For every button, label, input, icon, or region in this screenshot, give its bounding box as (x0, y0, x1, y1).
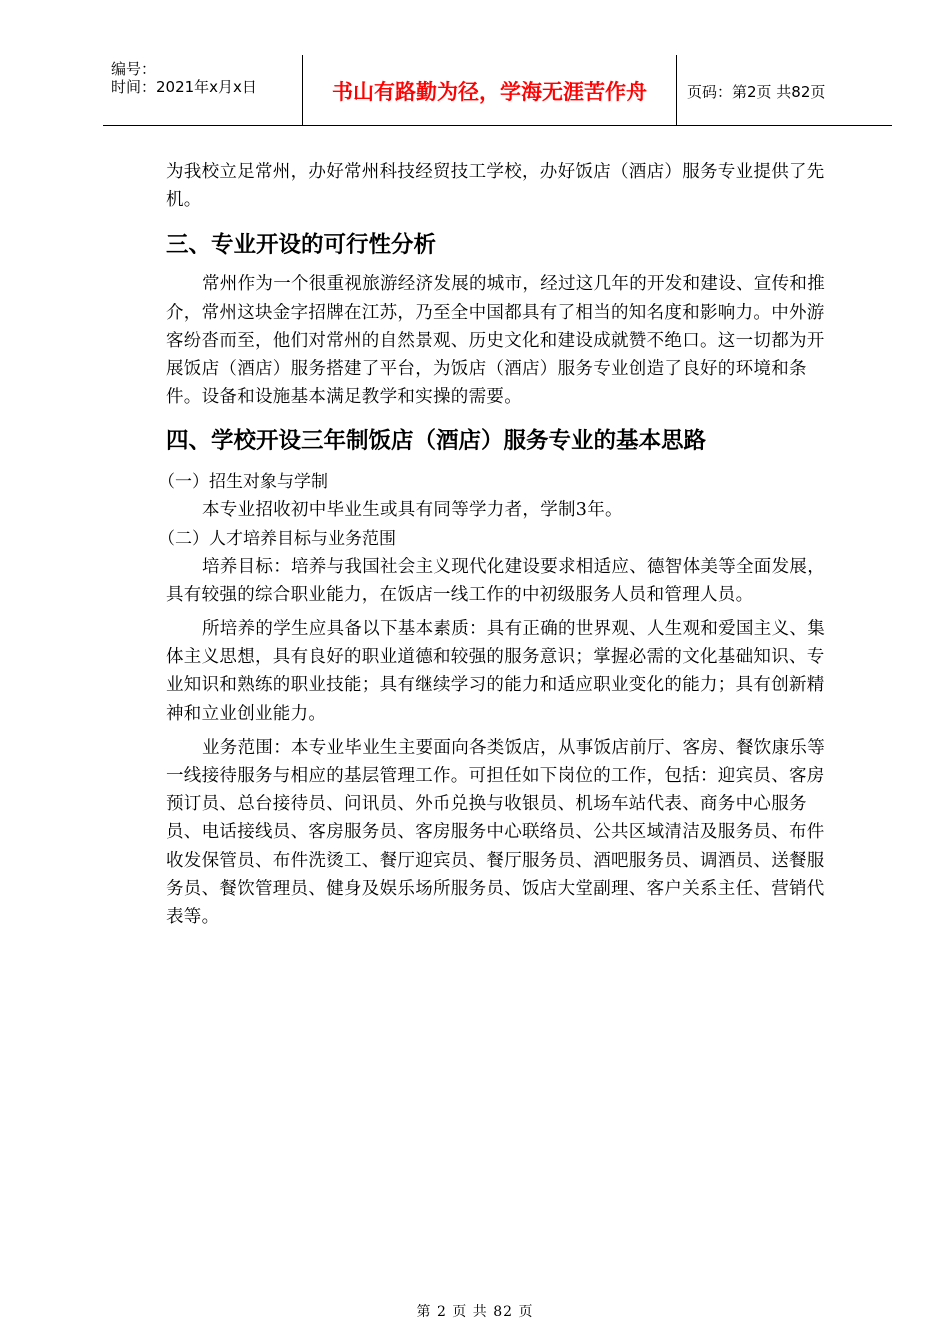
header-page-number: 页码：第2页 共82页 (687, 82, 826, 101)
subheading-enrollment: （一）招生对象与学制 (158, 472, 328, 493)
header-motto: 书山有路勤为径，学海无涯苦作舟 (303, 55, 677, 125)
feasibility-paragraph: 常州作为一个很重视旅游经济发展的城市，经过这几年的开发和建设、宣传和推介，常州这块金字招牌在江苏，乃至全中国都具有了相当的知名度和影响力。中外游客纷沓而至，他们对常州的自然景观、历史文化和建设成就赞不绝口。这一切都为开展饭店（酒店）服务搭建了平台，为饭店（酒店）服务专业创造了良好的环境和条件。设备和设施基本满足教学和实操的需要。 (166, 274, 825, 408)
goal-paragraph: 培养目标：培养与我国社会主义现代化建设要求相适应、德智体美等全面发展，具有较强的综合职业能力，在饭店一线工作的中初级服务人员和管理人员。 (166, 556, 825, 605)
enrollment-paragraph: 本专业招收初中毕业生或具有同等学力者，学制3年。 (202, 500, 623, 521)
scope-paragraph: 业务范围：本专业毕业生主要面向各类饭店，从事饭店前厅、客房、餐饮康乐等一线接待服务与相应的基层管理工作。可担任如下岗位的工作，包括：迎宾员、客房预订员、总台接待员、问讯员、外币兑换与收银员、机场车站代表、商务中心服务员、电话接线员、客房服务员、客房服务中心联络员、公共区域清洁及服务员、布件收发保管员、布件洗烫工、餐厅迎宾员、餐厅服务员、酒吧服务员、调酒员、送餐服务员、餐饮管理员、健身及娱乐场所服务员、饭店大堂副理、客户关系主任、营销代表等。 (166, 737, 825, 928)
section-heading-4: 四、学校开设三年制饭店（酒店）服务专业的基本思路 (166, 428, 707, 455)
document-body (158, 158, 840, 931)
header-meta (103, 55, 303, 125)
quality-paragraph: 所培养的学生应具备以下基本素质：具有正确的世界观、人生观和爱国主义、集体主义思想，具有良好的职业道德和较强的服务意识；掌握必需的文化基础知识、专业知识和熟练的职业技能；具有继续学习的能力和适应职业变化的能力；具有创新精神和立业创业能力。 (166, 619, 825, 724)
document-number-label: 编号： (111, 60, 157, 78)
intro-paragraph: 为我校立足常州，办好常州科技经贸技工学校，办好饭店（酒店）服务专业提供了先机。 (166, 162, 825, 211)
page-footer: 第 2 页 共 82 页 (416, 1304, 534, 1320)
section-heading-3: 三、专业开设的可行性分析 (166, 232, 437, 259)
page-header (103, 55, 892, 126)
subheading-goals: （二）人才培养目标与业务范围 (158, 528, 396, 549)
document-time-label: 时间：2021年x月x日 (111, 78, 257, 96)
